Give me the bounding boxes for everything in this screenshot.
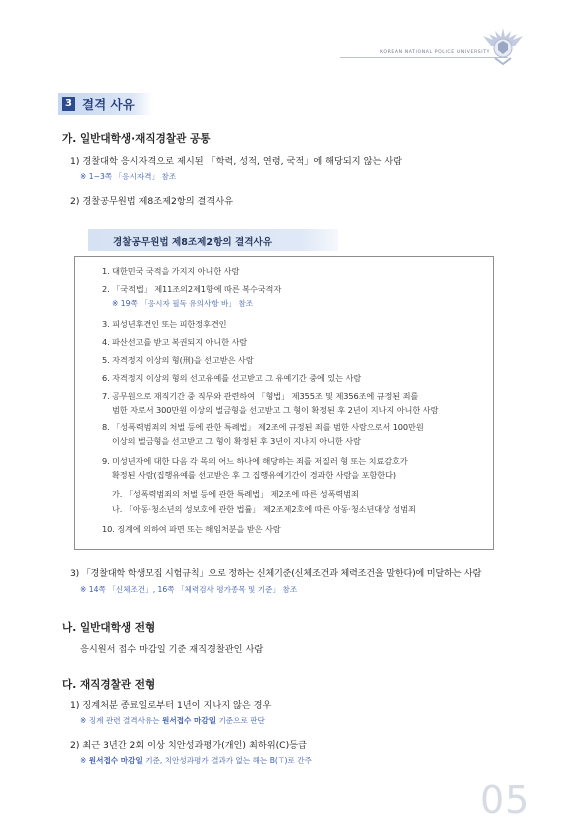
ga-note-1: ※ 1~3쪽 「응시자격」 참조 <box>80 172 177 181</box>
subsection-na-title: 나. 일반대학생 전형 <box>62 622 156 634</box>
da-note-2: ※ 원서접수 마감일 기준, 치안성과평가 결과가 없는 해는 B(⊤)로 간주 <box>80 756 312 765</box>
box-item-9-ga: 가. 「성폭력범죄의 처벌 등에 관한 특례법」 제2조에 따른 성폭력범죄 <box>112 489 359 499</box>
section-heading <box>58 93 152 115</box>
box-item-7: 7. 공무원으로 재직기간 중 직무와 관련하여 「형법」 제355조 및 제356조에 규정된 죄를 <box>102 391 419 401</box>
ga-note-3: ※ 14쪽 「신체조건」, 16쪽 「체력검사 평가종목 및 기준」 참조 <box>80 585 298 594</box>
na-text: 응시원서 접수 마감일 기준 재직경찰관인 사람 <box>80 644 264 655</box>
ga-item-1: 1) 경찰대학 응시자격으로 제시된 「학력, 성적, 연령, 국적」에 해당되지 않는 사람 <box>70 156 403 167</box>
da-note-1: ※ 징계 관련 결격사유는 원서접수 마감일 기준으로 판단 <box>80 716 265 725</box>
box-item-9-cont: 확정된 사람(집행유예를 선고받은 후 그 집행유예기간이 경과한 사람을 포함한다) <box>112 470 396 480</box>
section-title: 결격 사유 <box>82 97 135 112</box>
section-number: 3 <box>62 97 75 111</box>
box-item-8: 8. 「성폭력범죄의 처벌 등에 관한 특례법」 제2조에 규정된 죄를 범한 사람으로서 100만원 <box>102 422 424 432</box>
subsection-da-title: 다. 재직경찰관 전형 <box>62 679 156 691</box>
box-item-8-cont: 이상의 벌금형을 선고받고 그 형이 확정된 후 3년이 지나지 아니한 사람 <box>112 436 361 446</box>
police-university-emblem-icon <box>481 24 525 68</box>
page-number: 05 <box>480 778 531 822</box>
ga-item-3: 3) 「경찰대학 학생모집 시험규칙」으로 정하는 신체기준(신체조건과 체력조건을 말한다)에 미달하는 사람 <box>70 568 482 579</box>
box-item-2-note: ※ 19쪽 「응시자 필독 유의사항 바」 참조 <box>112 299 254 308</box>
box-item-9-na: 나. 「아동·청소년의 성보호에 관한 법률」 제2조제2호에 따른 아동·청소년대상 성범죄 <box>112 504 416 514</box>
box-title: 경찰공무원법 제8조제2항의 결격사유 <box>113 237 273 248</box>
da-item-2: 2) 최근 3년간 2회 이상 치안성과평가(개인) 최하위(C)등급 <box>70 740 307 751</box>
box-item-3: 3. 피성년후견인 또는 피한정후견인 <box>102 319 227 329</box>
box-item-1: 1. 대한민국 국적을 가지지 아니한 사람 <box>102 266 240 276</box>
box-item-9: 9. 미성년자에 대한 다음 각 목의 어느 하나에 해당하는 죄를 저질러 형 또는 치료감호가 <box>102 456 408 466</box>
box-item-10: 10. 징계에 의하여 파면 또는 해임처분을 받은 사람 <box>102 524 281 534</box>
da-item-1: 1) 징계처분 종료일로부터 1년이 지나지 않은 경우 <box>70 700 272 711</box>
box-item-4: 4. 파산선고를 받고 복권되지 아니한 사람 <box>102 337 248 347</box>
header-university: KOREAN NATIONAL POLICE UNIVERSITY <box>380 50 491 55</box>
box-title-tab <box>88 229 338 251</box>
box-item-2: 2. 「국적법」 제11조의2제1항에 따른 복수국적자 <box>102 284 282 294</box>
box-item-6: 6. 자격정지 이상의 형의 선고유예를 선고받고 그 유예기간 중에 있는 사람 <box>102 373 362 383</box>
subsection-ga-title: 가. 일반대학생·재직경찰관 공통 <box>62 133 211 145</box>
ga-item-2: 2) 경찰공무원법 제8조제2항의 결격사유 <box>70 196 234 207</box>
box-item-5: 5. 자격정지 이상의 형(刑)을 선고받은 사람 <box>102 355 254 365</box>
box-item-7-cont: 범한 자로서 300만원 이상의 벌금형을 선고받고 그 형이 확정된 후 2년이 지나지 아니한 사람 <box>112 405 439 415</box>
